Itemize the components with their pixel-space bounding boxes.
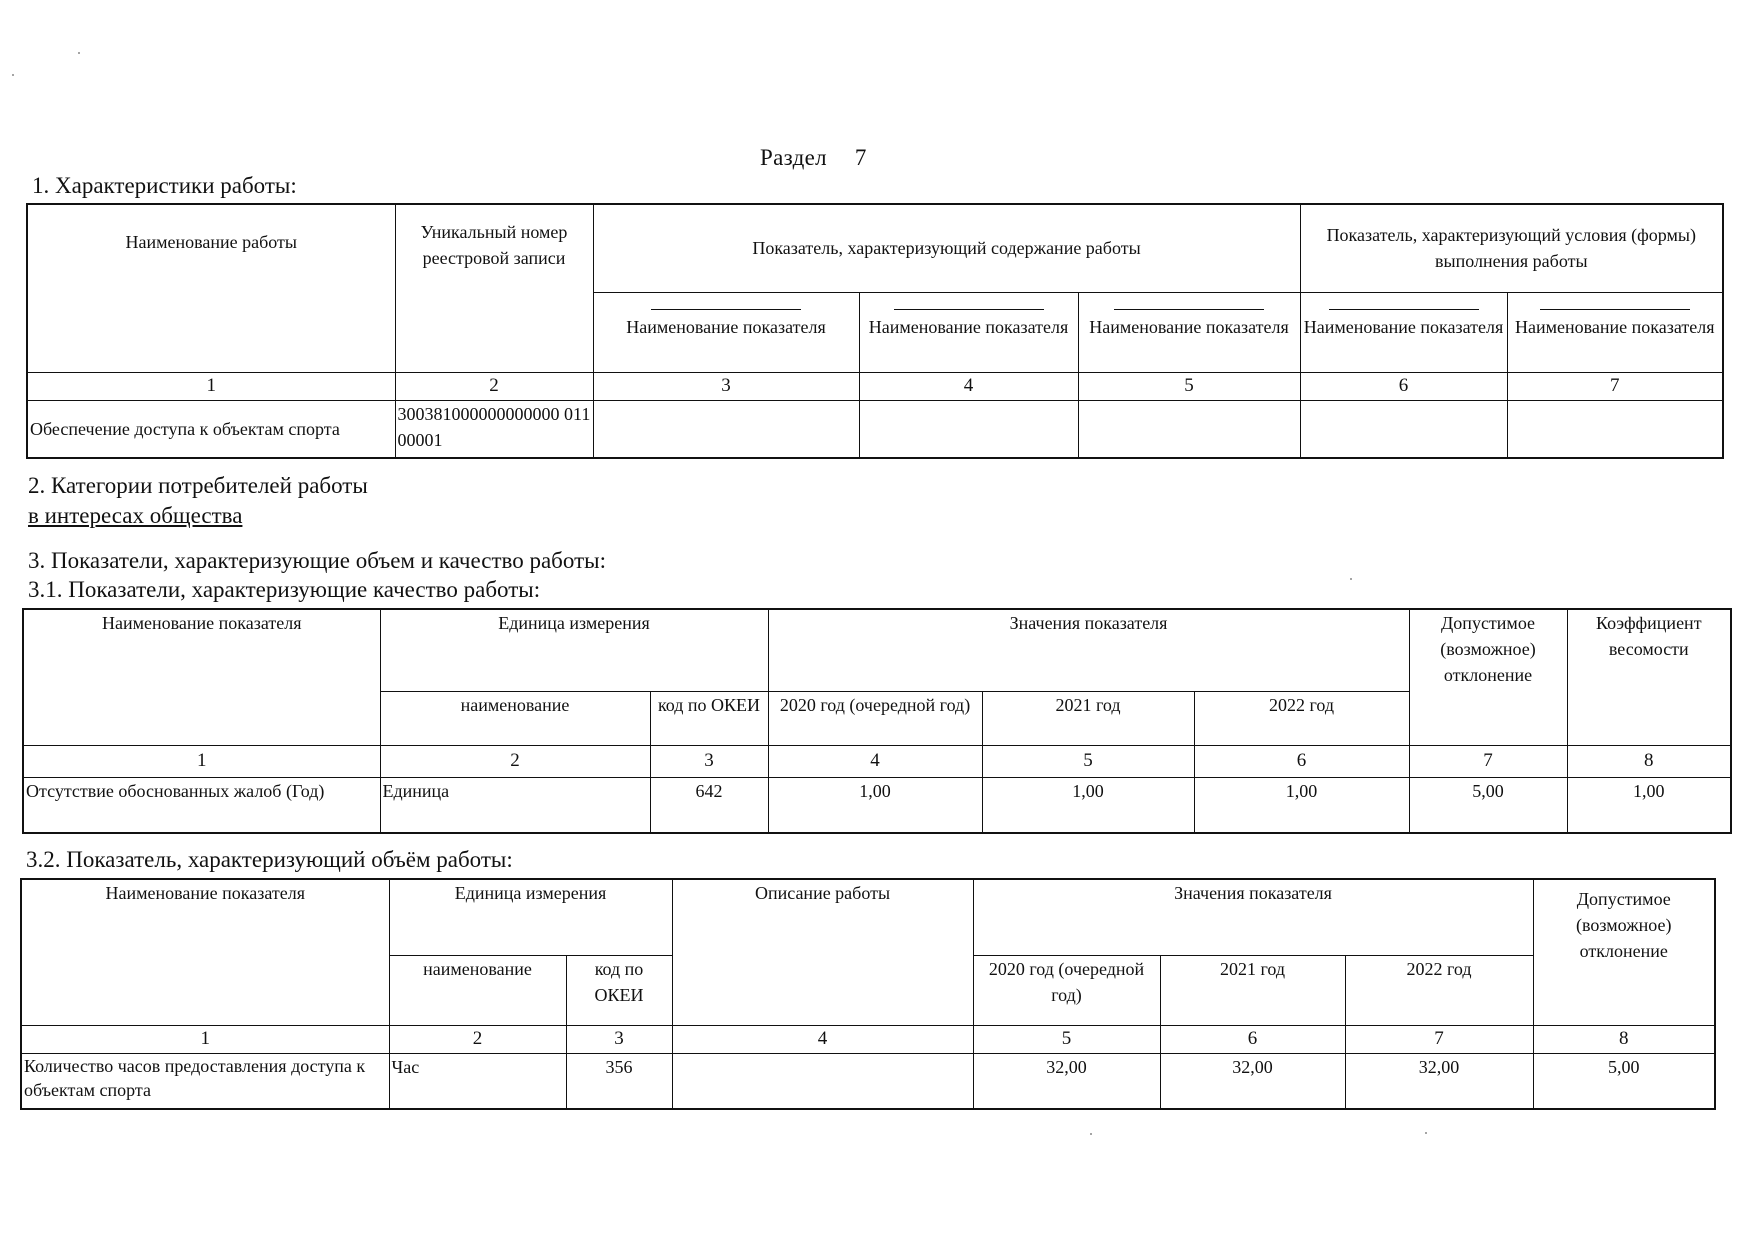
col-number: 5 <box>1078 372 1300 400</box>
header-year-2022: 2022 год <box>1345 955 1533 1025</box>
empty-cell <box>1300 400 1507 458</box>
volume-description <box>672 1053 973 1109</box>
volume-deviation: 5,00 <box>1533 1053 1715 1109</box>
col-number: 1 <box>21 1025 389 1053</box>
header-conditions-indicator: Показатель, характеризующий условия (формы) выполнения работы <box>1300 204 1723 292</box>
col-number: 2 <box>395 372 593 400</box>
col-number: 8 <box>1533 1025 1715 1053</box>
section-label: Раздел <box>760 145 827 170</box>
col-number: 7 <box>1345 1025 1533 1053</box>
volume-indicator-name: Количество часов предоставления доступа к объектам спорта <box>21 1053 389 1109</box>
col-number: 2 <box>389 1025 566 1053</box>
header-year-2020: 2020 год (очередной год) <box>768 691 982 745</box>
header-unit: Единица измерения <box>380 609 768 691</box>
volume-unit-code: 356 <box>566 1053 672 1109</box>
header-unit-name: наименование <box>380 691 650 745</box>
indicator-blank-line <box>1540 309 1690 310</box>
volume-value-2022: 32,00 <box>1345 1053 1533 1109</box>
header-deviation: Допустимое (возможное) отклонение <box>1533 879 1715 1025</box>
part2-heading: 2. Категории потребителей работы <box>28 473 368 498</box>
scan-speck <box>12 74 14 76</box>
header-year-2020: 2020 год (очередной год) <box>973 955 1160 1025</box>
header-deviation: Допустимое (возможное) отклонение <box>1409 609 1567 745</box>
header-indicator-6 <box>1300 292 1507 372</box>
header-unique-number: Уникальный номер реестровой записи <box>395 204 593 372</box>
col-number: 4 <box>859 372 1078 400</box>
col-number: 6 <box>1300 372 1507 400</box>
part1-heading: 1. Характеристики работы: <box>32 173 297 198</box>
col-number: 1 <box>27 372 395 400</box>
header-indicator-4 <box>859 292 1078 372</box>
quality-heading: 3.1. Показатели, характеризующие качество работы: <box>28 577 541 602</box>
col-number: 7 <box>1507 372 1723 400</box>
col-number: 1 <box>23 745 380 777</box>
volume-indicators-table <box>20 878 1716 1110</box>
indicator-label: Наименование показателя <box>1303 316 1504 337</box>
indicator-label: Наименование показателя <box>1515 316 1715 337</box>
header-unit-code: код по ОКЕИ <box>650 691 768 745</box>
quality-value-2021: 1,00 <box>982 777 1194 833</box>
empty-cell <box>1078 400 1300 458</box>
col-number: 5 <box>973 1025 1160 1053</box>
col-number: 5 <box>982 745 1194 777</box>
empty-cell <box>593 400 859 458</box>
consumer-category: в интересах общества <box>28 503 243 528</box>
col-number: 6 <box>1194 745 1409 777</box>
volume-unit-name: Час <box>389 1053 566 1109</box>
header-indicator-name: Наименование показателя <box>23 609 380 745</box>
scan-speck <box>1350 578 1352 580</box>
indicator-blank-line <box>1329 309 1479 310</box>
part3-heading: 3. Показатели, характеризующие объем и качество работы: <box>28 548 606 573</box>
quality-indicators-table <box>22 608 1732 834</box>
empty-cell <box>859 400 1078 458</box>
col-number: 4 <box>672 1025 973 1053</box>
quality-unit-code: 642 <box>650 777 768 833</box>
indicator-label: Наименование показателя <box>868 316 1069 337</box>
header-indicator-3 <box>593 292 859 372</box>
scan-speck <box>1090 1133 1092 1135</box>
quality-deviation: 5,00 <box>1409 777 1567 833</box>
volume-heading: 3.2. Показатель, характеризующий объём работы: <box>26 847 513 872</box>
header-year-2022: 2022 год <box>1194 691 1409 745</box>
header-values: Значения показателя <box>973 879 1533 955</box>
work-name-cell: Обеспечение доступа к объектам спорта <box>27 400 395 458</box>
volume-value-2021: 32,00 <box>1160 1053 1345 1109</box>
quality-value-2020: 1,00 <box>768 777 982 833</box>
indicator-label: Наименование показателя <box>1089 316 1289 337</box>
header-unit-name: наименование <box>389 955 566 1025</box>
header-indicator-name: Наименование показателя <box>21 879 389 1025</box>
volume-value-2020: 32,00 <box>973 1053 1160 1109</box>
unique-number-cell: 300381000000000000 01100001 <box>395 400 593 458</box>
work-characteristics-table <box>26 203 1724 459</box>
header-weight: Коэффициент весомости <box>1567 609 1731 745</box>
section-title <box>760 145 867 171</box>
indicator-label: Наименование показателя <box>626 316 826 337</box>
scan-speck <box>78 52 80 54</box>
header-unit-code: код по ОКЕИ <box>566 955 672 1025</box>
quality-indicator-name: Отсутствие обоснованных жалоб (Год) <box>23 777 380 833</box>
header-year-2021: 2021 год <box>982 691 1194 745</box>
header-values: Значения показателя <box>768 609 1409 691</box>
header-year-2021: 2021 год <box>1160 955 1345 1025</box>
header-content-indicator: Показатель, характеризующий содержание работы <box>593 204 1300 292</box>
quality-value-2022: 1,00 <box>1194 777 1409 833</box>
col-number: 2 <box>380 745 650 777</box>
indicator-blank-line <box>894 309 1044 310</box>
col-number: 3 <box>566 1025 672 1053</box>
col-number: 4 <box>768 745 982 777</box>
col-number: 6 <box>1160 1025 1345 1053</box>
header-work-name: Наименование работы <box>27 204 395 372</box>
col-number: 7 <box>1409 745 1567 777</box>
header-unit: Единица измерения <box>389 879 672 955</box>
header-description: Описание работы <box>672 879 973 1025</box>
quality-weight: 1,00 <box>1567 777 1731 833</box>
col-number: 3 <box>593 372 859 400</box>
indicator-blank-line <box>1114 309 1264 310</box>
scan-speck <box>1425 1132 1427 1134</box>
header-indicator-7 <box>1507 292 1723 372</box>
indicator-blank-line <box>651 309 801 310</box>
empty-cell <box>1507 400 1723 458</box>
quality-unit-name: Единица <box>380 777 650 833</box>
section-number: 7 <box>854 145 867 170</box>
header-indicator-5 <box>1078 292 1300 372</box>
col-number: 8 <box>1567 745 1731 777</box>
col-number: 3 <box>650 745 768 777</box>
